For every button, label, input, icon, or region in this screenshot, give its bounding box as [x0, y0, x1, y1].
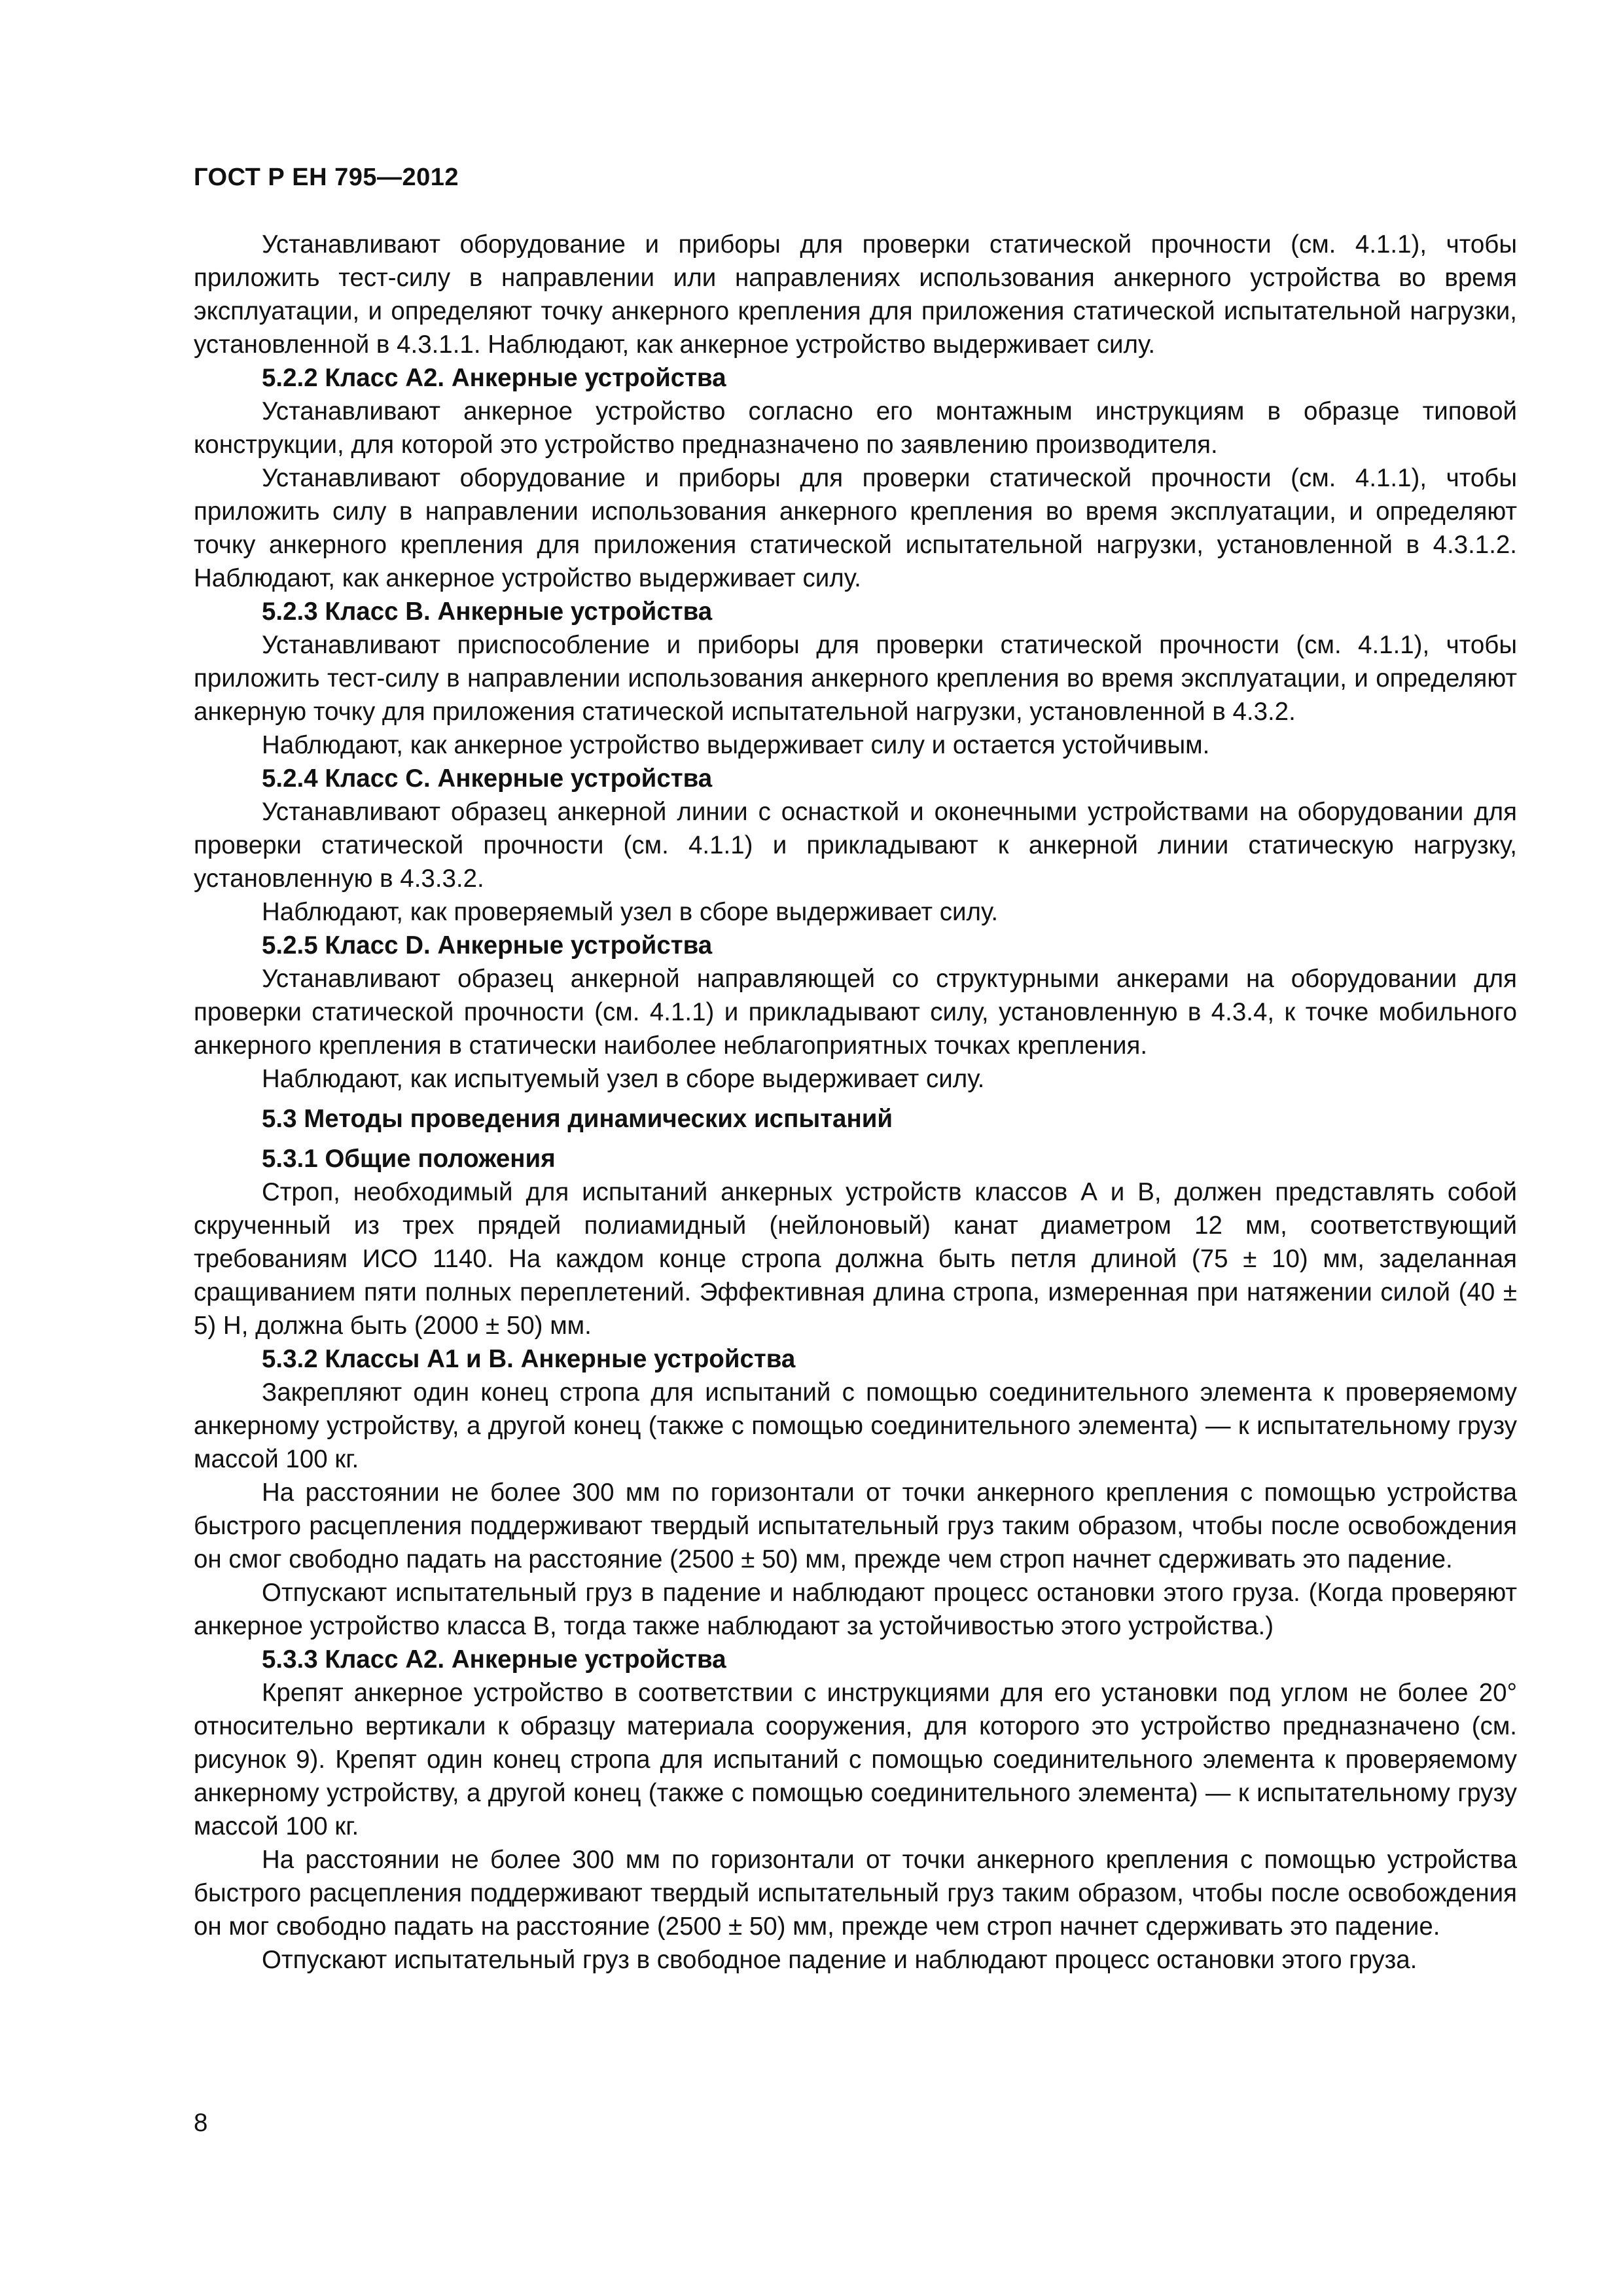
- section-heading: 5.3.1 Общие положения: [262, 1145, 556, 1173]
- paragraph: Наблюдают, как испытуемый узел в сборе выдерживает силу.: [262, 1065, 985, 1093]
- paragraph: Строп, необходимый для испытаний анкерных устройств классов А и В, должен представлять собой скрученный из трех прядей полиамидный (нейлоновый) канат диаметром 12 мм, соответствующий требованиям ИСО 1140. На каждом конце стропа должна быть петля длиной (75 ± 10) мм, заделанная сращиванием пяти полных переплетений. Эффективная длина стропа, измеренная при натяжении силой (40 ± 5) Н, должна быть (2000 ± 50) мм.: [194, 1178, 1517, 1340]
- section-heading: 5.3.2 Классы А1 и В. Анкерные устройства: [262, 1345, 796, 1373]
- section-heading: 5.3 Методы проведения динамических испытаний: [262, 1105, 893, 1133]
- page-body: [194, 228, 1517, 1977]
- paragraph: Закрепляют один конец стропа для испытаний с помощью соединительного элемента к проверяемому анкерному устройству, а другой конец (также с помощью соединительного элемента) — к испытательному грузу массой 100 кг.: [194, 1378, 1517, 1473]
- paragraph: На расстоянии не более 300 мм по горизонтали от точки анкерного крепления с помощью устройства быстрого расцепления поддерживают твердый испытательный груз таким образом, чтобы после освобождения он смог свободно падать на расстояние (2500 ± 50) мм, прежде чем строп начнет сдерживать это падение.: [194, 1479, 1517, 1573]
- paragraph: Наблюдают, как анкерное устройство выдерживает силу и остается устойчивым.: [262, 731, 1210, 759]
- paragraph: Устанавливают анкерное устройство согласно его монтажным инструкциям в образце типовой конструкции, для которой это устройство предназначено по заявлению производителя.: [194, 397, 1517, 459]
- section-heading: 5.2.5 Класс D. Анкерные устройства: [262, 931, 713, 960]
- section-heading: 5.2.3 Класс В. Анкерные устройства: [262, 598, 713, 626]
- paragraph: Наблюдают, как проверяемый узел в сборе выдерживает силу.: [262, 898, 999, 926]
- paragraph: Крепят анкерное устройство в соответствии с инструкциями для его установки под углом не более 20° относительно вертикали к образцу материала сооружения, для которого это устройство предназначено (см. рисунок 9). Крепят один конец стропа для испытаний с помощью соединительного элемента к проверяемому анкерному устройству, а другой конец (также с помощью соединительного элемента) — к испытательному грузу массой 100 кг.: [194, 1679, 1517, 1840]
- standard-header: ГОСТ Р ЕН 795—2012: [194, 164, 459, 191]
- paragraph: Устанавливают приспособление и приборы для проверки статической прочности (см. 4.1.1), чтобы приложить тест-силу в направлении использования анкерного крепления во время эксплуатации, и определяют анкерную точку для приложения статической испытательной нагрузки, установленной в 4.3.2.: [194, 631, 1517, 726]
- page-number: 8: [194, 2109, 208, 2137]
- section-heading: 5.2.4 Класс С. Анкерные устройства: [262, 764, 713, 793]
- paragraph: Устанавливают оборудование и приборы для проверки статической прочности (см. 4.1.1), чтобы приложить силу в направлении использования анкерного крепления во время эксплуатации, и определяют точку анкерного крепления для приложения статической испытательной нагрузки, установленной в 4.3.1.2. Наблюдают, как анкерное устройство выдерживает силу.: [194, 464, 1517, 592]
- section-heading: 5.3.3 Класс А2. Анкерные устройства: [262, 1645, 726, 1674]
- paragraph: Отпускают испытательный груз в падение и наблюдают процесс остановки этого груза. (Когда проверяют анкерное устройство класса В, тогда также наблюдают за устойчивостью этого устройства.): [194, 1579, 1517, 1640]
- paragraph: Отпускают испытательный груз в свободное падение и наблюдают процесс остановки этого груза.: [262, 1946, 1418, 1974]
- paragraph: Устанавливают образец анкерной направляющей со структурными анкерами на оборудовании для проверки статической прочности (см. 4.1.1) и прикладывают силу, установленную в 4.3.4, к точке мобильного анкерного крепления в статически наиболее неблагоприятных точках крепления.: [194, 965, 1517, 1060]
- paragraph: Устанавливают образец анкерной линии с оснасткой и оконечными устройствами на оборудовании для проверки статической прочности (см. 4.1.1) и прикладывают к анкерной линии статическую нагрузку, установленную в 4.3.3.2.: [194, 798, 1517, 893]
- paragraph: Устанавливают оборудование и приборы для проверки статической прочности (см. 4.1.1), чтобы приложить тест-силу в направлении или направлениях использования анкерного устройства во время эксплуатации, и определяют точку анкерного крепления для приложения статической испытательной нагрузки, установленной в 4.3.1.1. Наблюдают, как анкерное устройство выдерживает силу.: [194, 230, 1517, 359]
- section-heading: 5.2.2 Класс А2. Анкерные устройства: [262, 364, 726, 392]
- paragraph: На расстоянии не более 300 мм по горизонтали от точки анкерного крепления с помощью устройства быстрого расцепления поддерживают твердый испытательный груз таким образом, чтобы после освобождения он мог свободно падать на расстояние (2500 ± 50) мм, прежде чем строп начнет сдерживать это падение.: [194, 1846, 1517, 1941]
